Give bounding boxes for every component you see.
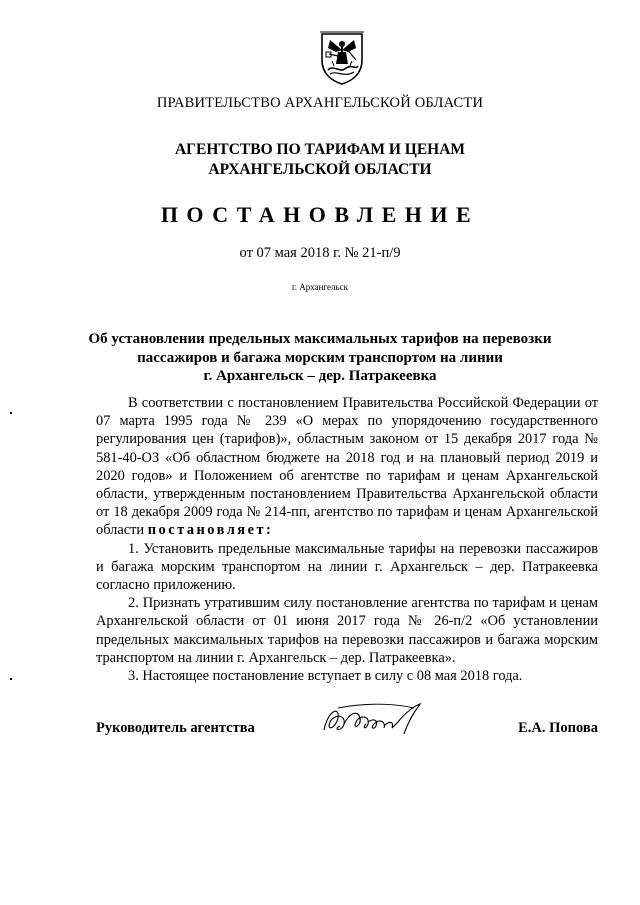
preamble-text: В соответствии с постановлением Правительства Российской Федерации от 07 марта 1995 года № 239 «О мерах по упорядочению государственного регулирования цен (тарифов)», областным законом от 15 декабря 2017 года № 581-40-ОЗ «Об областном бюджете на 2018 год и на плановый период 2019 и 2020 годов» и Положением об агентстве по тарифам и ценам Архангельской области, утвержденным постановлением Правительства Архангельской области от 18 декабря 2009 года № 214-пп, агентство по тарифам и ценам Архангельской области — [96, 395, 598, 539]
item-3-paragraph: 3. Настоящее постановление вступает в силу с 08 мая 2018 года. — [128, 668, 523, 685]
signatory-name: Е.А. Попова — [518, 720, 598, 736]
subject-line2: пассажиров и багажа морским транспортом на линии — [137, 349, 503, 366]
agency-name-line2: АРХАНГЕЛЬСКОЙ ОБЛАСТИ — [208, 161, 432, 178]
item-1-paragraph: 1. Установить предельные максимальные тарифы на перевозки пассажиров и багажа морским транспортом на линии г. Архангельск – дер. Патракеевка согласно приложению. — [96, 540, 598, 594]
government-name: ПРАВИТЕЛЬСТВО АРХАНГЕЛЬСКОЙ ОБЛАСТИ — [156, 95, 484, 111]
document-type-heading: ПОСТАНОВЛЕНИЕ — [160, 202, 480, 227]
signatory-title: Руководитель агентства — [96, 720, 255, 736]
handwritten-signature — [318, 700, 438, 740]
margin-mark — [10, 678, 12, 680]
document-body — [96, 394, 598, 685]
margin-mark — [10, 412, 12, 414]
subject-line1: Об установлении предельных максимальных тарифов на перевозки — [88, 331, 552, 347]
coat-of-arms-icon — [316, 30, 368, 86]
resolves-keyword: постановляет: — [147, 522, 274, 539]
preamble-paragraph — [96, 394, 598, 540]
document-date-number: от 07 мая 2018 г. № 21-п/9 — [239, 245, 401, 261]
agency-name-line1: АГЕНТСТВО ПО ТАРИФАМ И ЦЕНАМ — [174, 141, 466, 158]
document-city: г. Архангельск — [292, 282, 348, 292]
agency-name — [0, 140, 640, 180]
document-subject — [0, 330, 640, 386]
subject-line3: г. Архангельск – дер. Патракеевка — [203, 368, 437, 384]
item-2-paragraph: 2. Признать утратившим силу постановление агентства по тарифам и ценам Архангельской области от 01 июня 2017 года № 26-п/2 «Об установлении предельных максимальных тарифов на перевозки пассажиров и багажа морским транспортом на линии г. Архангельск – дер. Патракеевка». — [96, 595, 598, 666]
